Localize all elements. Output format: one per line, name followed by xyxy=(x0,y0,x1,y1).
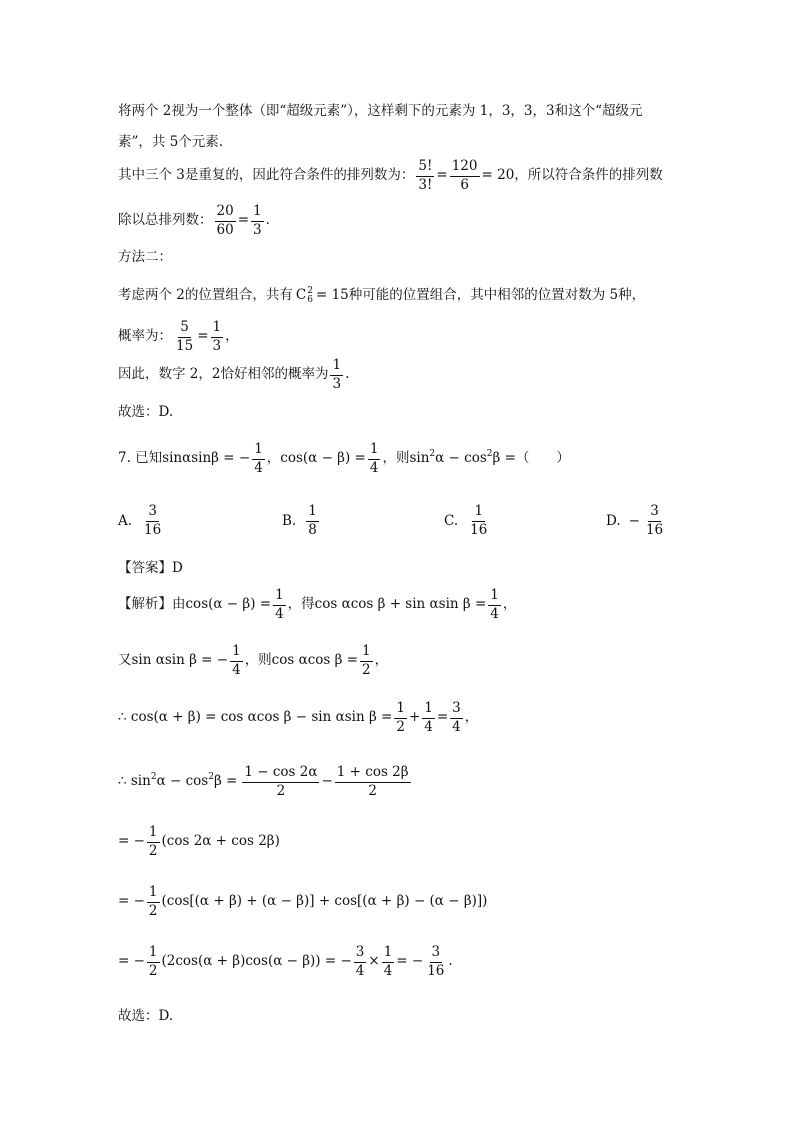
fraction xyxy=(147,886,160,918)
option-c[interactable] xyxy=(444,505,491,537)
text: 方法二： xyxy=(118,249,172,265)
numerator: 5! xyxy=(416,160,434,177)
q7-stem xyxy=(118,443,570,475)
numerator: 1 xyxy=(368,443,381,460)
analysis-step3 xyxy=(118,702,478,734)
equals-15: = 15 xyxy=(315,287,349,304)
text: 将两个 2视为一个整体（即“超级元素”），这样剩下的元素为 1，3，3，3和这个“超级元 xyxy=(118,103,643,119)
answer-line xyxy=(118,562,183,576)
numerator: 1 − cos 2α xyxy=(242,766,319,783)
analysis-step6 xyxy=(118,886,487,918)
text: 概率为： xyxy=(118,328,172,345)
option-fraction xyxy=(644,505,665,537)
math: 由cos(α − β) = xyxy=(172,596,272,613)
text: 种可能的位置组合，其中相邻的位置对数为 5种， xyxy=(348,287,646,304)
numerator: 3 xyxy=(430,946,443,963)
denominator: 4 xyxy=(424,718,433,735)
fraction xyxy=(450,702,463,734)
method2-line1 xyxy=(118,287,645,305)
numerator: 1 xyxy=(273,589,286,606)
equals: = xyxy=(436,709,449,726)
denominator: 4 xyxy=(275,605,284,622)
punct: ， xyxy=(464,709,479,726)
math: α − cos xyxy=(156,773,209,790)
denominator: 4 xyxy=(232,661,241,678)
denominator: 60 xyxy=(216,221,234,238)
fraction-1-3 xyxy=(251,205,264,237)
fraction xyxy=(422,702,435,734)
numerator: 1 xyxy=(211,321,224,338)
math: = − xyxy=(118,833,145,850)
denominator: 2 xyxy=(362,661,371,678)
numerator: 1 xyxy=(252,443,265,460)
denominator: 3! xyxy=(418,176,433,193)
math: sin xyxy=(409,450,430,467)
math: α − cos xyxy=(435,450,487,467)
denominator: 4 xyxy=(355,962,365,979)
fraction xyxy=(147,946,160,978)
denominator: 3 xyxy=(212,337,222,354)
fraction xyxy=(273,589,286,621)
analysis-label: 【解析】 xyxy=(118,596,172,613)
option-fraction xyxy=(468,505,489,537)
analysis-step2 xyxy=(118,645,388,677)
math: = − xyxy=(118,893,145,910)
denominator: 2 xyxy=(396,718,405,735)
numerator: 1 + cos 2β xyxy=(335,766,411,783)
exponent: 2 xyxy=(486,448,493,459)
comb-letter: C xyxy=(295,287,307,304)
math: ，则cos αcos β = xyxy=(244,652,359,669)
numerator: 3 xyxy=(450,702,463,719)
math: = − xyxy=(118,953,145,970)
numerator: 1 xyxy=(251,205,264,222)
denominator: 4 xyxy=(490,605,499,622)
text: 除以总排列数： xyxy=(118,212,213,229)
comb-sup: 2 xyxy=(307,286,313,296)
text: ，则 xyxy=(382,450,410,467)
denominator: 4 xyxy=(369,459,379,476)
minus: − xyxy=(321,773,333,790)
numerator: 1 xyxy=(306,505,319,522)
fraction xyxy=(354,946,367,978)
fraction xyxy=(425,946,446,978)
option-a[interactable] xyxy=(118,505,165,537)
fraction-5-15 xyxy=(174,321,195,353)
plus: + xyxy=(408,709,421,726)
combination xyxy=(296,287,313,305)
denominator: 3 xyxy=(253,221,262,238)
math: ，得cos αcos β + sin αsin β = xyxy=(287,596,487,613)
denominator: 3 xyxy=(332,375,342,392)
punct: ， xyxy=(374,652,389,669)
method1-line2 xyxy=(118,136,223,150)
fraction xyxy=(360,645,373,677)
option-sign: − xyxy=(628,513,640,529)
denominator: 4 xyxy=(254,459,263,476)
comb-indices xyxy=(307,287,313,305)
fraction xyxy=(488,589,501,621)
option-fraction xyxy=(142,505,163,537)
option-label: B. xyxy=(282,513,297,529)
equals: = xyxy=(237,212,249,229)
fraction-1-4 xyxy=(368,443,381,475)
method1-line3 xyxy=(118,160,663,192)
option-label: D. xyxy=(606,513,621,529)
denominator: 15 xyxy=(176,337,194,354)
math: (2cos(α + β)cos(α − β)) = − xyxy=(161,953,352,970)
method2-title xyxy=(118,251,172,265)
period: . xyxy=(265,212,270,229)
numerator: 1 xyxy=(488,589,501,606)
denominator: 8 xyxy=(308,521,317,538)
comb-sub: 6 xyxy=(307,295,313,305)
denominator: 16 xyxy=(470,521,488,538)
method1-line4 xyxy=(118,205,270,237)
equals: = − xyxy=(396,953,424,970)
fraction-1-3 xyxy=(211,321,224,353)
equals: = xyxy=(436,167,448,184)
times: × xyxy=(368,953,380,970)
analysis-step5 xyxy=(118,826,280,858)
option-d[interactable] xyxy=(606,505,667,537)
numerator: 3 xyxy=(648,505,661,522)
numerator: 120 xyxy=(450,160,480,177)
numerator: 5 xyxy=(178,321,191,338)
math: 又sin αsin β = − xyxy=(118,652,229,669)
numerator: 1 xyxy=(147,886,160,903)
denominator: 2 xyxy=(148,842,158,859)
numerator: 1 xyxy=(382,946,395,963)
numerator: 1 xyxy=(394,702,407,719)
analysis-choice xyxy=(118,1010,173,1024)
denominator: 2 xyxy=(148,962,158,979)
analysis-step4 xyxy=(118,766,413,798)
answer-label: 【答案】D xyxy=(118,560,183,576)
text: 7. 已知 xyxy=(118,450,163,467)
fraction xyxy=(242,766,319,798)
text: 因此，数字 2，2恰好相邻的概率为 xyxy=(118,366,329,383)
math: sinαsinβ = − xyxy=(162,450,251,467)
denominator: 2 xyxy=(148,902,158,919)
numerator: 20 xyxy=(215,205,236,222)
numerator: 1 xyxy=(230,645,243,662)
math: ∴ cos(α + β) = cos αcos β − sin αsin β = xyxy=(118,709,393,726)
equals-20: = 20 xyxy=(481,167,515,184)
math: β = xyxy=(213,773,238,790)
fraction xyxy=(147,826,160,858)
period: . xyxy=(448,953,453,970)
numerator: 1 xyxy=(360,645,373,662)
fraction-1-4 xyxy=(252,443,265,475)
fraction xyxy=(335,766,411,798)
option-b[interactable] xyxy=(282,505,321,537)
numerator: 3 xyxy=(146,505,159,522)
option-fraction xyxy=(306,505,319,537)
exponent: 2 xyxy=(208,771,214,782)
denominator: 16 xyxy=(645,521,664,538)
punct: ， xyxy=(502,596,517,613)
math: ，cos(α − β) = xyxy=(266,450,366,467)
option-label: A. xyxy=(118,513,133,529)
exponent: 2 xyxy=(429,448,436,459)
method2-conclusion xyxy=(118,359,349,391)
text: 素”，共 5个元素. xyxy=(118,134,224,150)
fraction xyxy=(230,645,243,677)
option-label: C. xyxy=(444,513,459,529)
fraction xyxy=(382,946,395,978)
denominator: 6 xyxy=(460,176,469,193)
denominator: 16 xyxy=(427,962,445,979)
analysis-step1 xyxy=(118,589,516,621)
exponent: 2 xyxy=(150,771,157,782)
equals: = xyxy=(197,328,209,345)
text: 其中三个 3是重复的，因此符合条件的排列数为： xyxy=(118,167,415,184)
numerator: 1 xyxy=(330,359,343,376)
text: 故选：D. xyxy=(118,1008,174,1024)
denominator: 4 xyxy=(452,718,461,735)
text: ，所以符合条件的排列数 xyxy=(514,167,663,184)
numerator: 3 xyxy=(354,946,367,963)
fraction-1-3 xyxy=(330,359,343,391)
denominator: 2 xyxy=(276,782,286,799)
analysis-step7 xyxy=(118,946,453,978)
method1-line1 xyxy=(118,105,642,119)
numerator: 1 xyxy=(147,826,160,843)
fraction-120-6 xyxy=(450,160,480,192)
denominator: 16 xyxy=(144,521,162,538)
fraction-5fact-3fact xyxy=(416,160,434,192)
fraction-20-60 xyxy=(215,205,236,237)
fraction xyxy=(394,702,407,734)
comma: ， xyxy=(225,328,239,345)
numerator: 1 xyxy=(422,702,435,719)
math: ∴ sin xyxy=(118,773,151,790)
text: 故选：D. xyxy=(118,404,174,420)
math: β =（ ） xyxy=(492,450,570,467)
text: 考虑两个 2的位置组合，共有 xyxy=(118,287,293,304)
numerator: 1 xyxy=(472,505,485,522)
numerator: 1 xyxy=(147,946,160,963)
period: . xyxy=(345,366,350,383)
math: (cos[(α + β) + (α − β)] + cos[(α + β) − (α − β)]) xyxy=(161,893,488,910)
method2-choice xyxy=(118,406,173,420)
denominator: 2 xyxy=(368,782,377,799)
math: (cos 2α + cos 2β) xyxy=(161,833,280,850)
denominator: 4 xyxy=(383,962,393,979)
method2-prob xyxy=(118,321,239,353)
